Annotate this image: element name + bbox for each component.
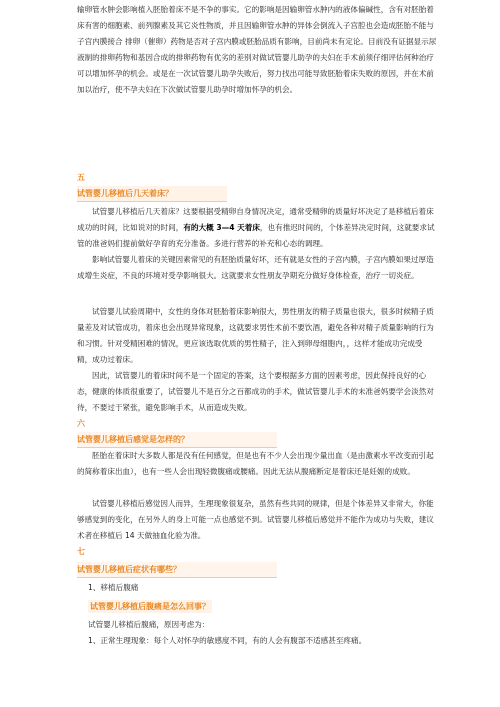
section-5-paragraph-2: 影响试管婴儿着床的关键因素常见的有胚胎质量好坏，还有就是女性的子宫内膜，子宫内膜如果过厚造成增生炎症，不良的环境对受孕影响很大。这就要求女性朋友孕期充分做好身体检查，治疗一切炎症。 — [77, 255, 434, 280]
section-7-number: 七 — [77, 547, 85, 556]
section-7-heading: 试管婴儿移植后症状有哪些？ — [77, 562, 277, 578]
section-7-subheading: 试管婴儿移植后腹痛是怎么回事？ — [90, 602, 210, 611]
intro-paragraph: 输卵管水肿会影响植入胚胎着床不是不争的事实。它的影响是因输卵管水肿内的液体偏碱性，含有对胚胎着床有害的细胞素、前列腺素及其它炎性物质，并且因输卵管水肿的异体会倒流入子宫腔也会造成胚胎不能与子宫内膜接合 排卵（催卵）药物是否对子宫内膜或胚胎品质有影响，目前尚未有定论。目前没有证据显示尿液制的排卵药物和基因合成的排卵药物有优劣的差别对做试管婴儿助孕的夫妇在手术前须仔细评估何种治疗可以增加怀孕的机会。或是在一次试管婴儿助孕失败后，努力找出可能导致胚胎着床失败的原因，并在术前加以治疗，使不孕夫妇在下次做试管婴儿助孕时增加怀孕的机会。 — [77, 5, 437, 94]
section-5-heading: 试管婴儿移植后几天着床？ — [77, 186, 227, 202]
section-6-heading: 试管婴儿移植后感觉是怎样的？ — [77, 432, 277, 448]
section-7-paragraph-1: 试管婴儿移植后腹痛，原因考虑为： — [88, 620, 210, 629]
section-6-number: 六 — [77, 419, 85, 428]
section-6-paragraph-2: 试管婴儿移植后感觉因人而异，生理现象很复杂，虽然有些共同的规律，但是个体差异又非常大，你能够感觉到的变化，在另外人的身上可能一点也感觉不到。试管婴儿移植后感觉并不能作为成功与失败，建议术者在移植后 14 天做抽血化验为准。 — [77, 499, 434, 540]
section-5-paragraph-1: 试管婴儿移植后几天着床？这要根据受精卵自身情况决定，通常受精卵的质量好坏决定了是移植后着床成功的时间，比如说对的时间，有的大概 3—4 天着床，也有推迟时间的，个体差异决定时间，这就要求试管的准爸妈们提前做好孕育的充分准备。多进行营养的补充和心态的调理。 — [77, 207, 435, 248]
section-5-number: 五 — [77, 173, 85, 182]
section-7-item-2: 1、正常生理现象：每个人对怀孕的敏感度不同，有的人会有腹部不适感甚至疼痛。 — [88, 636, 367, 645]
section-5-paragraph-3: 试管婴儿试验周期中，女性的身体对胚胎着床影响很大，男性朋友的精子质量也很大，很多时候精子质量差及对试管成功，着床也会出现异常现象，这就要求男性术前不要饮酒，避免各种对精子质量影响的行为和习惯。针对受精困难的情况，更应该选取优质的男性精子，注入到卵母细胞内，，这样才能成功完成受精，成功过着床。 — [77, 307, 434, 364]
section-7-item-1: 1、移植后腹痛 — [88, 583, 139, 592]
section-6-paragraph-1: 胚胎在着床时大多数人都是没有任何感觉，但是也有不少人会出现少量出血（是由激素水平改变而引起的简称着床出血），也有一些人会出现轻微腹痛或腰痛。因此无法从腹痛断定是着床还是妊娠的成败。 — [77, 451, 434, 476]
section-5-paragraph-4: 因此，试管婴儿的着床时间不是一个固定的答案，这个要根据多方面的因素考虑，因此保持良好的心态，健康的体质很重要了，试管婴儿不是百分之百都成功的手术，做试管婴儿手术的未准爸妈要学会淡然对待，不要过于紧张，避免影响手术，从而造成失败。 — [77, 371, 434, 412]
